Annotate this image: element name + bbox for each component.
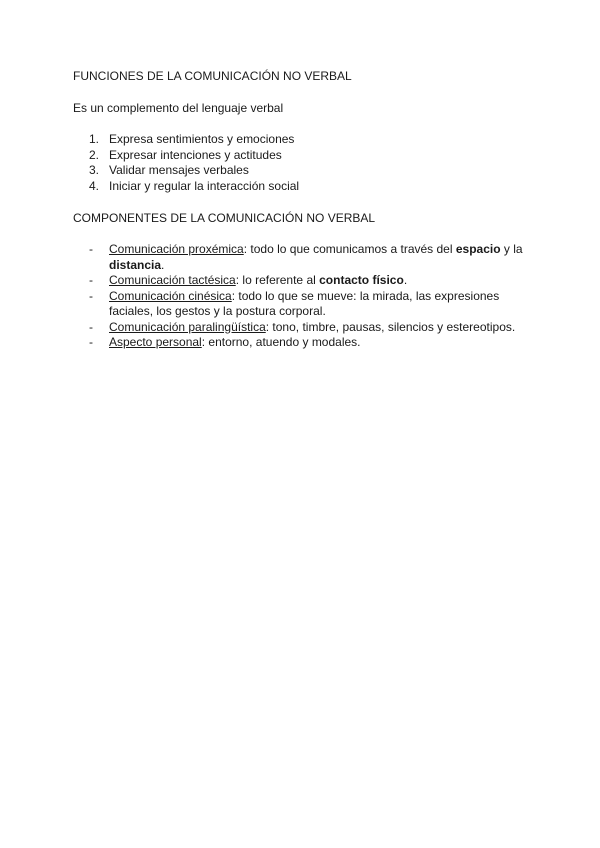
bullet-dash: -: [89, 335, 93, 349]
components-list: [73, 242, 533, 351]
term: Comunicación proxémica: [109, 242, 244, 256]
section-title-componentes: COMPONENTES DE LA COMUNICACIÓN NO VERBAL: [73, 211, 376, 225]
bullet-dash: -: [89, 319, 93, 334]
list-item: - Comunicación proxémica: todo lo que comunicamos a través del espacio y la distancia.: [73, 242, 533, 273]
bullet-dash: -: [89, 288, 93, 303]
term: Comunicación tactésica: [109, 273, 236, 287]
list-item: 1. Expresa sentimientos y emociones: [88, 132, 295, 146]
list-item: - Comunicación paralingüística: tono, timbre, pausas, silencios y estereotipos.: [73, 320, 533, 336]
section-title-funciones: FUNCIONES DE LA COMUNICACIÓN NO VERBAL: [73, 69, 352, 83]
list-item: - Comunicación cinésica: todo lo que se mueve: la mirada, las expresiones faciales, los gestos y la postura corporal.: [73, 289, 533, 320]
list-item: 3. Validar mensajes verbales: [88, 163, 249, 177]
list-item: - Comunicación tactésica: lo referente al contacto físico.: [73, 273, 533, 289]
term: Aspecto personal: [109, 335, 202, 349]
intro-paragraph: Es un complemento del lenguaje verbal: [73, 101, 284, 115]
list-item: 4. Iniciar y regular la interacción social: [88, 178, 300, 193]
bullet-dash: -: [89, 242, 93, 256]
bullet-dash: -: [89, 273, 93, 287]
term: Comunicación cinésica: [109, 288, 232, 303]
functions-list: [73, 132, 533, 194]
term: Comunicación paralingüística: [109, 319, 266, 334]
list-item: 2. Expresar intenciones y actitudes: [88, 147, 282, 162]
document-page: [73, 68, 533, 351]
list-item: - Aspecto personal: entorno, atuendo y modales.: [73, 335, 533, 351]
